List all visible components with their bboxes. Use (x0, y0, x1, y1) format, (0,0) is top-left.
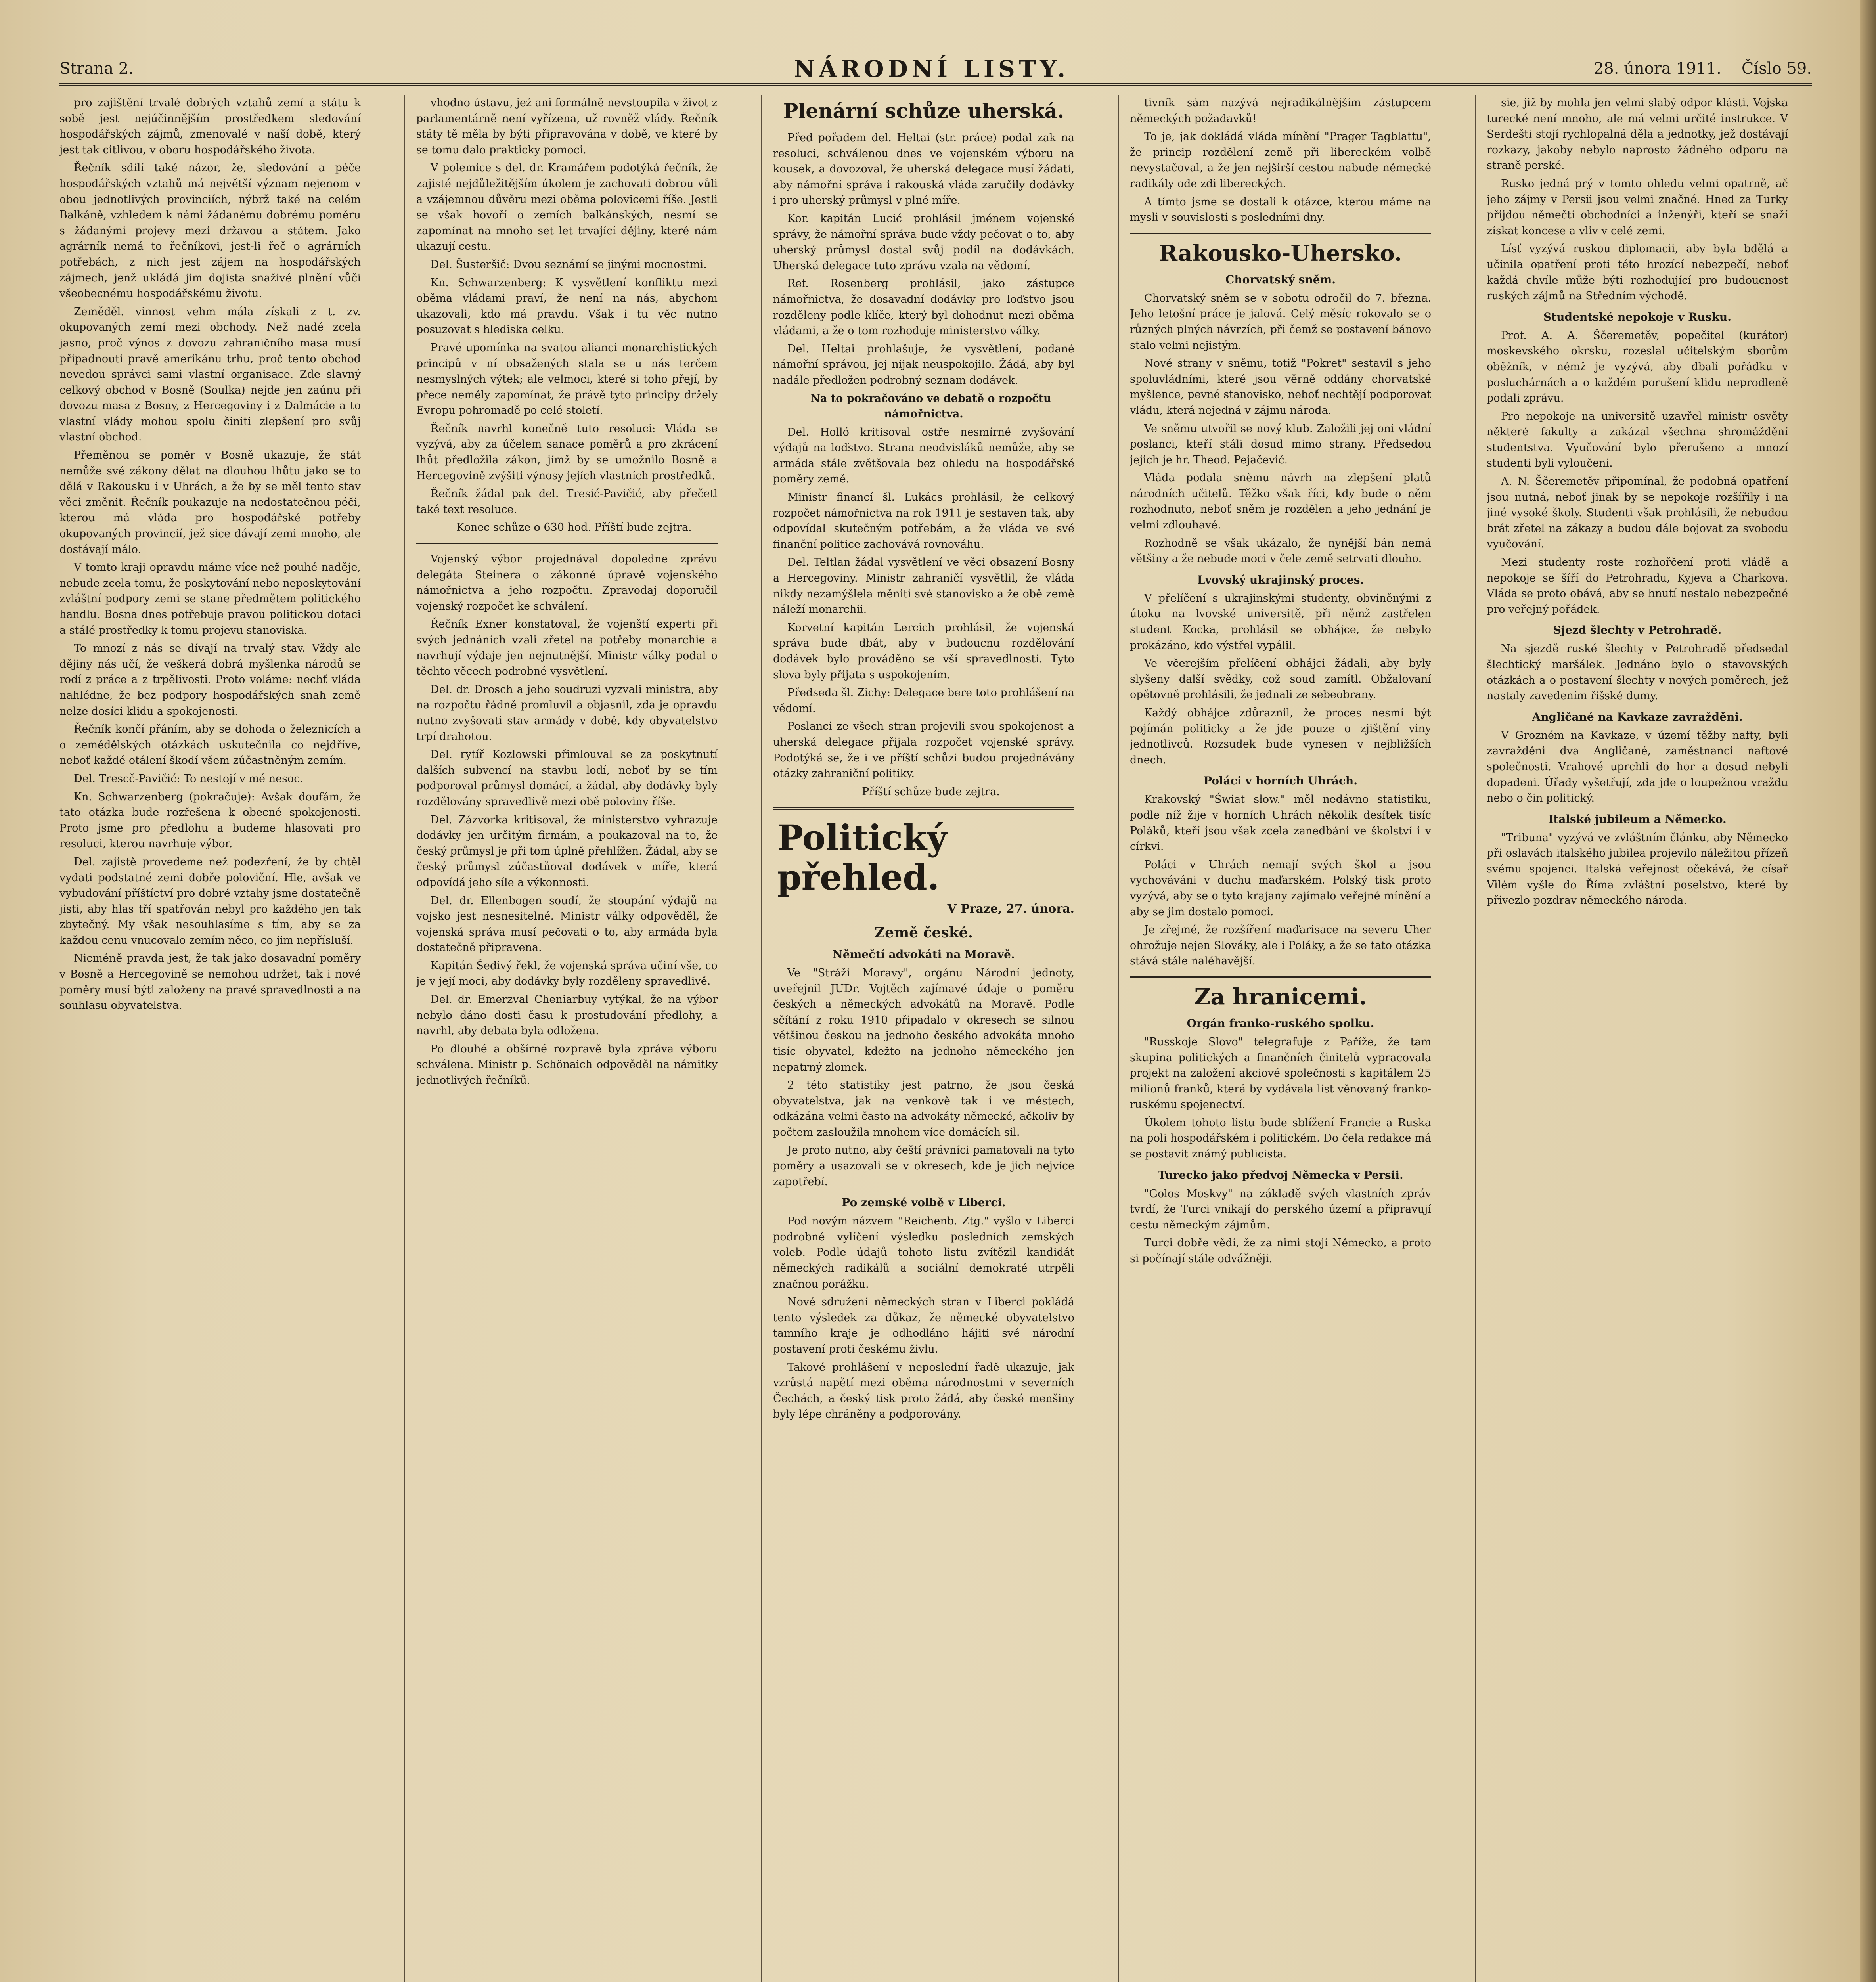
paragraph: Nové strany v sněmu, totiž "Pokret" sestavil s jeho spoluvládními, které jsou věrně oddány chorvatské myšlence, pevné stanovisko, neboť nechtějí podporovat vládu, která nejedná v zájmu národa. (1130, 357, 1431, 417)
article-title: Angličané na Kavkaze zavražděni. (1532, 710, 1743, 723)
paragraph: Lísť vyzývá ruskou diplomacii, aby byla bdělá a učinila opatření proti této hrozící nebezpečí, neboť každá chvíle může býti rozhodující pro budoucnost ruských zájmů na Středním východě. (1487, 243, 1788, 302)
paragraph: Chorvatský sněm se v sobotu odročil do 7. března. Jeho letošní práce je jalová. Celý měsíc rokovalo se o různých plných návrzích, při čemž se postavení bánovo stalo velmi nejistým. (1130, 292, 1431, 352)
paragraph: Je zřejmé, že rozšíření maďarisace na severu Uher ohrožuje nejen Slováky, ale i Poláky, a že se tato otázka stává stále naléhavější. (1130, 924, 1431, 968)
paragraph: Kn. Schwarzenberg: K vysvětlení konfliktu mezi oběma vládami praví, že není na nás, abychom ukazovali, kdo má pravdu. Však i tu věc nutno posuzovat s hlediska celku. (416, 276, 718, 336)
paragraph: V Grozném na Kavkaze, v území těžby nafty, byli zavražděni dva Angličané, zaměstnanci naftové společnosti. Vrahové uprchli do hor a dosud nebyli dopadeni. Úřady vyšetřují, zda jde o loupežnou vraždu nebo o čin politický. (1487, 729, 1788, 805)
column-rule (761, 95, 762, 1982)
paragraph: Del. dr. Drosch a jeho soudruzi vyzvali ministra, aby na rozpočtu řádně promluvil a objasnil, zda je opravdu nutno zvyšovati stav armády v době, kdy obyvatelstvo trpí drahotou. (416, 683, 718, 743)
paragraph: Nové sdružení německých stran v Liberci pokládá tento výsledek za důkaz, že německé obyvatelstvo tamního kraje je odhodláno hájiti své národní postavení proti českému živlu. (773, 1296, 1074, 1355)
paragraph: Kapitán Šedivý řekl, že vojenská správa učiní vše, co je v její moci, aby dodávky byly rozděleny spravedlivě. (416, 959, 718, 988)
column-4 (1130, 95, 1431, 1982)
paragraph: Takové prohlášení v neposlední řadě ukazuje, jak vzrůstá napětí mezi oběma národnostmi v severních Čechách, a český tisk proto žádá, aby české menšiny byly lépe chráněny a podporovány. (773, 1361, 1074, 1421)
paragraph: Del. zajistě provedeme než podezření, že by chtěl vydati podstatné zemi dobře poloviční. Hle, avšak ve vybudování příštíctví pro dobré vztahy jsme dostatečně jisti, aby hlas tří spatřován nebyl pro každého jen tak zbytečný. My však nesouhlasíme s tím, aby se za každou cenu vnucovalo zemím něco, co jim nepřísluší. (59, 855, 361, 947)
paragraph: To je, jak dokládá vláda mínění "Prager Tagblattu", že princip rozdělení země při libereckém volbě nevystačoval, a že jen nejširší cestou nabude německé radikály ode zdi libereckých. (1130, 130, 1431, 190)
masthead-title: NÁRODNÍ LISTY. (794, 55, 1070, 82)
article-title: Lvovský ukrajinský proces. (1197, 573, 1364, 586)
issue-number: Číslo 59. (1741, 59, 1812, 78)
section-title: Rakousko-Uhersko. (1159, 240, 1402, 266)
paragraph: sie, již by mohla jen velmi slabý odpor klásti. Vojska turecké není mnoho, ale má velmi určité instrukce. V Serdešti stojí rychlopalná děla a jednotky, jež dostávají rozkazy, jakoby nebylo naprosto žádného odporu na straně perské. (1487, 97, 1788, 172)
article-title: Chorvatský sněm. (1225, 273, 1336, 286)
paragraph: Pravé upomínka na svatou alianci monarchistických principů v ní obsažených stala se u nás terčem nesmyslných výtek; ale velmoci, které si toho přejí, by přece neměly zapomínat, že právě tyto principy držely Evropu pohromadě po celé století. (416, 341, 718, 417)
paragraph: vhodno ústavu, jež ani formálně nevstoupila v život z parlamentárně není vyřízena, už rovněž vlády. Řečník státy tě měla by býti připravována v době, ve které by se tomu dalo prakticky pomoci. (416, 97, 718, 156)
paragraph: Na sjezdě ruské šlechty v Petrohradě předsedal šlechtický maršálek. Jednáno bylo o stavovských otázkách a o postavení šlechty v nových poměrech, jež nastaly zavedením říšské dumy. (1487, 643, 1788, 702)
paragraph: A. N. Ščeremetěv připomínal, že podobná opatření jsou nutná, neboť jinak by se nepokoje rozšířily i na jiné vysoké školy. Studenti však prohlásili, že nebudou brát zřetel na zákazy a budou dále bojovat za svobodu vyučování. (1487, 475, 1788, 551)
paragraph: Korvetní kapitán Lercich prohlásil, že vojenská správa bude dbát, aby v budoucnu rozdělování dodávek bylo prováděno se vší spravedlností. Tyto slova byly přijata s uspokojením. (773, 621, 1074, 681)
section-divider (416, 543, 718, 544)
paragraph: Del. Šusteršič: Dvou seznámí se jinými mocnostmi. (431, 258, 707, 271)
paragraph: Turci dobře vědí, že za nimi stojí Německo, a proto si počínají stále odvážněji. (1130, 1237, 1431, 1265)
paragraph: "Golos Moskvy" na základě svých vlastních zpráv tvrdí, že Turci vnikají do perského území a připravují cestu německým zájmům. (1130, 1187, 1431, 1231)
section-title: Za hranicemi. (1194, 983, 1367, 1010)
article-title: Orgán franko-ruského spolku. (1187, 1016, 1374, 1030)
section-divider (1130, 233, 1431, 234)
paragraph: To mnozí z nás se dívají na trvalý stav. Vždy ale dějiny nás učí, že veškerá dobrá myšlenka národů se rodí z práce a z trpělivosti. Proto voláme: nechť vláda nahlédne, že bez podpory hospodářských snah země nelze dosíci klidu a spokojenosti. (59, 642, 361, 717)
column-rule (1118, 95, 1119, 1982)
paragraph: V polemice s del. dr. Kramářem podotýká řečník, že zajisté nejdůležitějším úkolem je zachovati dobrou vůli a vzájemnou důvěru mezi oběma polovicemi říše. Jestli se však hovoří o zemích balkánských, nesmí se zapomínat na mnoho set let trvající dějiny, které nám ukazují cestu. (416, 162, 718, 253)
paragraph: pro zajištění trvalé dobrých vztahů zemí a státu k sobě jest nejúčinnějším prostředkem sledování hospodářských zájmů, zmenovalé v naší době, který jest tak citlivou, v oboru hospodářského života. (59, 97, 361, 156)
section-divider (773, 807, 1074, 810)
paragraph: Kn. Schwarzenberg (pokračuje): Avšak doufám, že tato otázka bude rozřešena k obecné spokojenosti. Proto jsme pro předlohu a budeme hlasovati pro resoluci, kterou navrhuje výbor. (59, 790, 361, 850)
paragraph: Ve "Stráži Moravy", orgánu Národní jednoty, uveřejnil JUDr. Vojtěch zajímavé údaje o poměru českých a německých advokátů na Moravě. Podle sčítání z roku 1910 připadalo v okresech se silnou většinou českou na jednoho českého advokáta mnoho tisíc obyvatel, kdežto na jednoho německého jen nepatrný zlomek. (773, 966, 1074, 1073)
paragraph: Mezi studenty roste rozhořčení proti vládě a nepokoje se šíří do Petrohradu, Kyjeva a Charkova. Vláda se proto obává, aby se hnutí nestalo nebezpečné pro veřejný pořádek. (1487, 556, 1788, 616)
paragraph: tivník sám nazývá nejradikálnějším zástupcem německých požadavků! (1130, 97, 1431, 125)
paragraph: Del. Teltlan žádal vysvětlení ve věci obsazení Bosny a Hercegoviny. Ministr zahraničí vysvětlil, že vláda nikdy nezamýšlela měniti své stanovisko a že obě země náleží monarchii. (773, 556, 1074, 616)
column-5 (1487, 95, 1788, 1982)
section-divider (1130, 976, 1431, 978)
paragraph: 2 této statistiky jest patrno, že jsou česká obyvatelstva, jak na venkově tak i ve městech, odkázána velmi často na advokáty německé, ačkoliv by počtem zasloužila mnohem více domácích sil. (773, 1079, 1074, 1138)
page-header (59, 55, 1812, 86)
paragraph: Přeměnou se poměr v Bosně ukazuje, že stát nemůže své zákony dělat na dlouhou lhůtu jako se to dělá v Rakousku i v Uhrách, a že by se měl tento stav věci změnit. Řečník poukazuje na nedostatečnou péči, kterou má vláda pro hospodářské potřeby okupovaných provincií, jež sice dávají zemi mnoho, ale dostávají málo. (59, 449, 361, 556)
paragraph: Úkolem tohoto listu bude sblížení Francie a Ruska na poli hospodářském i politickém. Do čela redakce má se postavit známý publicista. (1130, 1116, 1431, 1161)
paragraph: Ministr financí šl. Lukács prohlásil, že celkový rozpočet námořnictva na rok 1911 je sestaven tak, aby odpovídal skutečným potřebám, a že vláda ve své finanční politice zachovává rovnováhu. (773, 491, 1074, 551)
paragraph: V tomto kraji opravdu máme více než pouhé naděje, nebude zcela tomu, že poskytování nebo neposkytování zvláštní podpory zemi se stane předmětem politického handlu. Bosna dnes potřebuje pravou politickou dotaci a stálé prostředky k tomu projevu stanoviska. (59, 561, 361, 637)
column-1 (59, 95, 361, 1982)
column-2 (416, 95, 718, 1982)
section-title: Politický přehled. (777, 817, 948, 898)
paragraph: Del. Holló kritisoval ostře nesmírné zvyšování výdajů na loďstvo. Strana neodvisláků nemůže, aby se armáda stále zvětšovala bez ohledu na hospodářské poměry země. (773, 426, 1074, 486)
paragraph: Vláda podala sněmu návrh na zlepšení platů národních učitelů. Těžko však říci, kdy bude o něm rozhodnuto, neboť sněm je rozdělen a jeho jednání je velmi zdlouhavé. (1130, 472, 1431, 532)
paragraph: Příští schůze bude zejtra. (862, 785, 1000, 798)
paragraph: Řečník Exner konstatoval, že vojenští experti při svých jednáních vzali zřetel na potřeby monarchie a navrhují výdaje jen nejnutnější. Ministr války podal o těchto věcech podrobné vysvětlení. (416, 618, 718, 678)
paragraph: Pro nepokoje na universitě uzavřel ministr osvěty některé fakulty a zakázal všechna shromáždění studentstva. Vyučování bylo přerušeno a mnozí studenti byli vyloučeni. (1487, 410, 1788, 470)
paragraph: Řečník končí přáním, aby se dohoda o železnicích a o zemědělských otázkách uskutečnila co nejdříve, neboť každé otálení škodí všem zúčastněným zemím. (59, 723, 361, 767)
paragraph: Poslanci ze všech stran projevili svou spokojenost a uherská delegace přijala rozpočet vojenské správy. Podotýká se, že i ve příští schůzi budou projednávány otázky zahraniční politiky. (773, 720, 1074, 780)
paragraph: Del. Zázvorka kritisoval, že ministerstvo vyhrazuje dodávky jen určitým firmám, a poukazoval na to, že český průmysl je při tom úplně přehlížen. Žádal, aby se český průmysl zúčastňoval dodávek v míře, která odpovídá jeho síle a výkonnosti. (416, 813, 718, 889)
page-edge-shadow (1860, 0, 1876, 1982)
paragraph: Zeměděl. vinnost vehm mála získali z t. zv. okupovaných zemí mezi obchody. Než nadé zcela jasno, proč výnos z dovozu zahraničního masa musí připadnouti pravě amerikánu trhu, proč tento obchod nevedou správci sami vlastní organisace. Zde slavný celkový obchod v Bosně (Soulka) nejde jen zaúnu při dovozu masa z Bosny, z Hercegoviny i z Dalmácie a to vlastní vlády mohou spolu činiti zlepšení pro svůj vlastní obchod. (59, 305, 361, 444)
paragraph: Před pořadem del. Heltai (str. práce) podal zak na resoluci, schválenou dnes ve vojenském výboru na kousek, a dovozoval, že uherská delegace musí žádati, aby námořní správa i rakouská vláda zaručily dodávky i pro uherský průmysl v plné míře. (773, 132, 1074, 207)
paragraph: Del. rytíř Kozlowski přimlouval se za poskytnutí dalších subvencí na stavbu lodí, neboť by se tím podporoval průmysl domácí, a žádal, aby dodávky byly rozdělovány spravedlivě mezi obě poloviny říše. (416, 748, 718, 808)
article-title: Italské jubileum a Německo. (1548, 812, 1727, 826)
article-title: Turecko jako předvoj Německa v Persii. (1158, 1168, 1403, 1182)
article-title: Plenární schůze uherská. (783, 99, 1064, 122)
paragraph: Del. dr. Ellenbogen soudí, že stoupání výdajů na vojsko jest nesnesitelné. Ministr války odpověděl, že vojenská správa musí pečovati o to, aby armáda byla dostatečně připravena. (416, 894, 718, 954)
paragraph: Řečník sdílí také názor, že, sledování a péče hospodářských vztahů má největší význam nejenom v obou jednotlivých provinciích, nýbrž také na celém Balkáně, vzhledem k námi žádanému dobrému poměru s žádanými projevy mezi državou a státem. Jako agrárník nemá to řečníkovi, jest-li řeč o agrárních potřebách, z nich jest zájem na hospodářských zájmech, jenž ukládá jim dojista snaživé plnění vůči všeobecnému hospodářskému životu. (59, 162, 361, 300)
article-title: Studentské nepokoje v Rusku. (1543, 310, 1732, 323)
paragraph: Je proto nutno, aby čeští právníci pamatovali na tyto poměry a usazovali se v okresech, kde je jich nejvíce zapotřebí. (773, 1144, 1074, 1188)
paragraph: V přelíčení s ukrajinskými studenty, obviněnými z útoku na lvovské universitě, při němž zastřelen student Kocka, prohlásil se obhájce, že nebylo prokázáno, kdo výstřel vypálil. (1130, 592, 1431, 652)
paragraph: Ve sněmu utvořil se nový klub. Založili jej oni vládní poslanci, kteří stáli dosud mimo strany. Předsedou jejich je hr. Theod. Pejačević. (1130, 422, 1431, 466)
paragraph: Poláci v Uhrách nemají svých škol a jsou vychováváni v duchu maďarském. Polský tisk proto vyzývá, aby se o tyto krajany zajímalo veřejné mínění a aby se jim dostalo pomoci. (1130, 858, 1431, 918)
paragraph: "Tribuna" vyzývá ve zvláštním článku, aby Německo při oslavách italského jubilea projevilo náležitou přízeň svému spojenci. Italská veřejnost očekává, že císař Vilém vyšle do Říma zvláštní poselstvo, které by přivezlo pozdrav německého národa. (1487, 831, 1788, 907)
paragraph: Každý obhájce zdůraznil, že proces nesmí být pojímán politicky a že jde pouze o zjištění viny jednotlivců. Rozsudek bude vynesen v nejbližších dnech. (1130, 707, 1431, 766)
paragraph: "Russkoje Slovo" telegrafuje z Paříže, že tam skupina politických a finančních činitelů vypracovala projekt na založení akciové společnosti s kapitálem 25 milionů franků, která by vydávala list věnovaný franko-ruskému spojenectví. (1130, 1035, 1431, 1111)
article-title: Sjezd šlechty v Petrohradě. (1553, 624, 1722, 637)
paragraph: Ve včerejším přelíčení obhájci žádali, aby byly slyšeny další svědky, což soud zamítl. Obžalovaní opětovně prohlásili, že jednali ze sebeobrany. (1130, 657, 1431, 701)
column-rule (404, 95, 405, 1982)
paragraph: Nicméně pravda jest, že tak jako dosavadní poměry v Bosně a Hercegovině se nemohou udržet, tak i nové poměry musí býti založeny na pravé spravedlnosti a na souhlasu obyvatelstva. (59, 952, 361, 1012)
paragraph: Kor. kapitán Lucić prohlásil jménem vojenské správy, že námořní správa bude vždy pečovat o to, aby uherský průmysl dostal svůj podíl na dodávkách. Uherská delegace tuto zprávu vzala na vědomí. (773, 212, 1074, 272)
paragraph: A tímto jsme se dostali k otázce, kterou máme na mysli v souvislosti s posledními dny. (1130, 195, 1431, 224)
dateline: V Praze, 27. února. (947, 902, 1074, 916)
page-number: Strana 2. (59, 59, 134, 78)
paragraph: Del. dr. Emerzval Cheniarbuy vytýkal, že na výbor nebylo dáno dosti času k prostudování předlohy, a navrhl, aby debata byla odložena. (416, 993, 718, 1037)
article-title: Po zemské volbě v Liberci. (842, 1196, 1006, 1209)
date-issue (1594, 59, 1812, 78)
column-3 (773, 95, 1074, 1982)
paragraph: Del. Heltai prohlašuje, že vysvětlení, podané námořní správou, jej nijak neuspokojilo. Žádá, aby byl nadále předložen podrobný seznam dodávek. (773, 342, 1074, 386)
paragraph: Ref. Rosenberg prohlásil, jako zástupce námořnictva, že dosavadní dodávky pro loďstvo jsou rozděleny podle klíče, který byl dohodnut mezi oběma vládami, a že o tom rozhoduje ministerstvo války. (773, 277, 1074, 337)
paragraph: Předseda šl. Zichy: Delegace bere toto prohlášení na vědomí. (773, 687, 1074, 715)
paragraph: Del. Trescč-Pavičić: To nestojí v mé nesoc. (74, 772, 303, 785)
paragraph: Vojenský výbor projednával dopoledne zprávu delegáta Steinera o zákonné úpravě vojenského námořnictva a jeho rozpočtu. Zpravodaj doporučil vojenský rozpočet ke schválení. (416, 553, 718, 612)
paragraph: Prof. A. A. Ščeremetěv, popečitel (kurátor) moskevského okrsku, rozeslal učitelským sborům oběžník, v němž je vyzývá, aby dbali pořádku v posluchárnách a o každém porušení klidu neprodleně podali zprávu. (1487, 329, 1788, 405)
paragraph: Řečník žádal pak del. Tresić-Pavičić, aby přečetl také text resoluce. (416, 488, 718, 516)
paragraph: Pod novým názvem "Reichenb. Ztg." vyšlo v Liberci podrobné vylíčení výsledku posledních zemských voleb. Podle údajů tohoto listu zvítězil kandidát německých radikálů a sociální demokraté utrpěli značnou porážku. (773, 1215, 1074, 1290)
paragraph: Krakovský "Świat słow." měl nedávno statistiku, podle níž žije v horních Uhrách několik desítek tisíc Poláků, kteří jsou však zcela zanedbáni ve školství i v církvi. (1130, 793, 1431, 853)
paragraph: Na to pokračováno ve debatě o rozpočtu námořnictva. (810, 392, 1051, 421)
paragraph: Řečník navrhl konečně tuto resoluci: Vláda se vyzývá, aby za účelem sanace poměrů a pro zkrácení lhůt předložila zákon, jímž by se umožnilo Bosně a Hercegovině zvýšiti výnosy jejích vlastních prostředků. (416, 422, 718, 482)
column-rule (1475, 95, 1476, 1982)
section-subtitle: Země české. (874, 924, 973, 941)
paragraph: Po dlouhé a obšírné rozpravě byla zpráva výboru schválena. Ministr p. Schönaich odpověděl na námitky jednotlivých řečníků. (416, 1043, 718, 1087)
paragraph: Rozhodně se však ukázalo, že nynější bán nemá většiny a že nebude moci v čele země setrvati dlouho. (1130, 537, 1431, 565)
paragraph: Konec schůze o 630 hod. Příští bude zejtra. (456, 521, 692, 534)
issue-date: 28. února 1911. (1593, 59, 1721, 78)
paragraph: Rusko jedná prý v tomto ohledu velmi opatrně, ač jeho zájmy v Persii jsou velmi značné. Hned za Turky přijdou němečtí obchodníci a inženýři, kteří se snaží získat koncese a vliv v celé zemi. (1487, 177, 1788, 237)
article-title: Němečtí advokáti na Moravě. (833, 947, 1015, 961)
article-title: Poláci v horních Uhrách. (1204, 774, 1357, 788)
